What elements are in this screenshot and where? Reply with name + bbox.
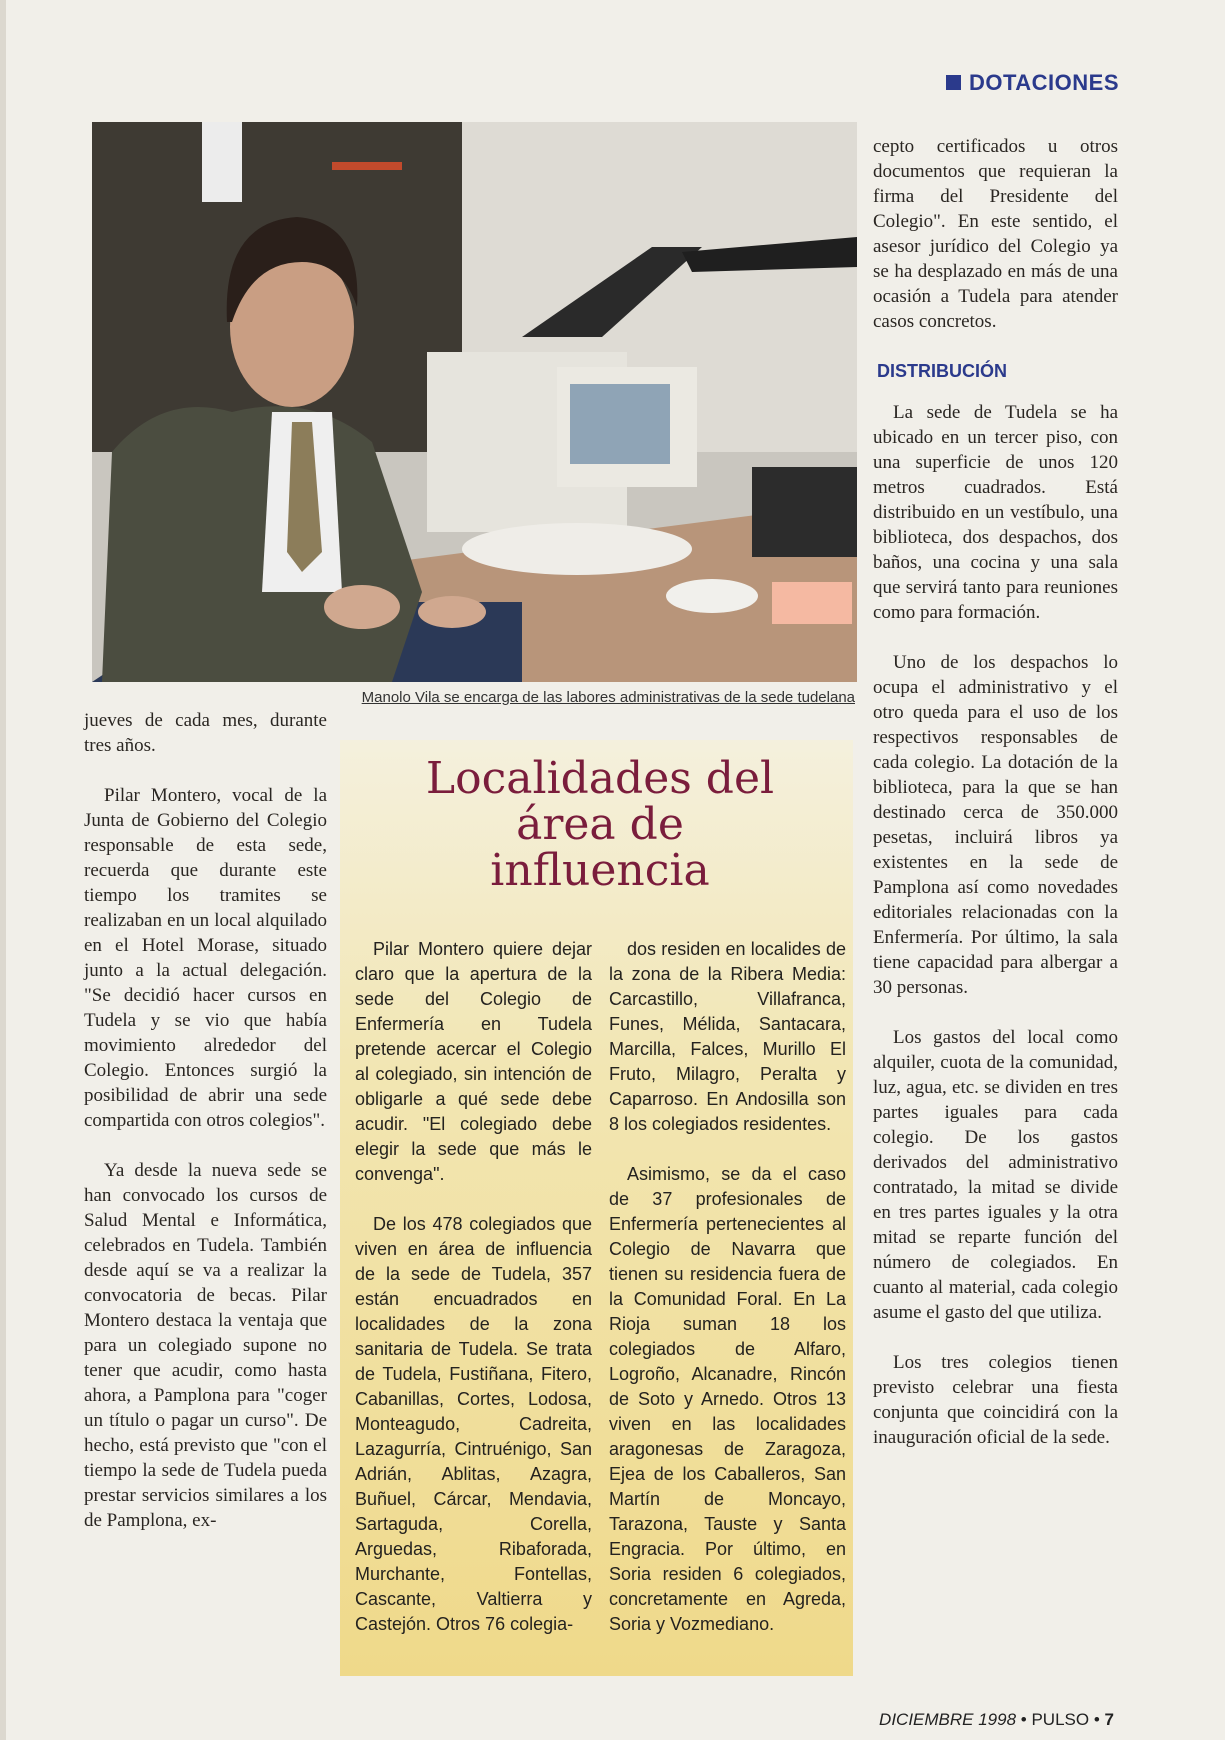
office-photo-illustration (92, 122, 857, 682)
left-paragraph: Pilar Montero, vocal de la Junta de Gobierno del Colegio responsable de esta sede, recuerda que durante este tiempo los tramites se realizaban en un local alquilado en el Hotel Morase, situado junto a la actual delegación. "Se decidió hacer cursos en Tudela y se vio que había movimiento alrededor del Colegio. Entonces surgió la posibilidad de abrir una sede compartida con otros colegios". (84, 785, 327, 1131)
footer-issue: DICIEMBRE 1998 (879, 1710, 1017, 1729)
right-paragraph: Los tres colegios tienen previsto celebrar una fiesta conjunta que coincidirá con la inauguración oficial de la sede. (873, 1352, 1118, 1448)
box-paragraph: Pilar Montero quiere dejar claro que la apertura de la sede del Colegio de Enfermería en Tudela pretende acercar el Colegio al colegiado, sin intención de obligarle a qué sede debe acudir. "El colegiado debe elegir la sede que más le convenga". (355, 939, 592, 1184)
box-paragraph: dos residen en localides de la zona de la Ribera Media: Carcastillo, Villafranca, Funes, Mélida, Santacara, Marcilla, Falces, Murillo El Fruto, Milagro, Peralta y Caparroso. En Andosilla son 8 los colegiados residentes. (609, 939, 846, 1134)
section-label-text: DOTACIONES (968, 70, 1119, 95)
footer-magazine: PULSO (1031, 1710, 1090, 1729)
section-label (946, 70, 1119, 96)
subhead-distribucion: DISTRIBUCIÓN (877, 361, 1007, 381)
section-square-icon (946, 75, 961, 90)
box-headline: Localidades del área de influencia (425, 753, 775, 896)
footer-separator: • (1093, 1710, 1100, 1729)
footer-separator: • (1020, 1710, 1027, 1729)
article-photo (92, 122, 857, 682)
box-paragraph: De los 478 colegiados que viven en área de influencia de la sede de Tudela, 357 están encuadrados en localidades de la zona sanitaria de Tudela. Se trata de Tudela, Fustiñana, Fitero, Cabanillas, Cortes, Lodosa, Monteagudo, Cadreita, Lazagurría, Cintruénigo, San Adrián, Ablitas, Azagra, Buñuel, Cárcar, Mendavia, Sartaguda, Corella, Arguedas, Ribaforada, Murchante, Fontellas, Cascante, Valtierra y Castejón. Otros 76 colegia- (355, 1214, 592, 1634)
right-intro: cepto certificados u otros documentos que requieran la firma del Presidente del Colegio". En este sentido, el asesor jurídico del Colegio ya se ha desplazado en más de una ocasión a Tudela para atender casos concretos. (873, 136, 1118, 332)
footer-page-number: 7 (1104, 1710, 1114, 1729)
box-column-2 (609, 937, 846, 1662)
right-paragraph: Uno de los despachos lo ocupa el administrativo y el otro queda para el uso de los respectivos responsables de cada colegio. La dotación de la biblioteca, para la que se han destinado cerca de 350.000 pesetas, incluirá libros ya existentes en la sede de Pamplona así como novedades editoriales relacionadas con la Enfermería. Por último, la sala tiene capacidad para albergar a 30 personas. (873, 652, 1118, 998)
right-paragraph: Los gastos del local como alquiler, cuota de la comunidad, luz, agua, etc. se dividen en tres partes iguales para cada colegio. De los gastos derivados del administrativo contratado, la mitad se divide en tres partes iguales y la otra mitad se reparte función del número de colegiados. En cuanto al material, cada colegio asume el gasto del que utiliza. (873, 1027, 1118, 1323)
page-footer (879, 1710, 1114, 1730)
left-paragraph: Ya desde la nueva sede se han convocado los cursos de Salud Mental e Informática, celebrados en Tudela. También desde aquí se va a realizar la convocatoria de becas. Pilar Montero destaca la ventaja que para un colegiado supone no tener que acudir, como hasta ahora, a Pamplona para "coger un título o pagar un curso". De hecho, está previsto que "con el tiempo la sede de Tudela pueda prestar servicios similares a los de Pamplona, ex- (84, 1160, 327, 1531)
photo-caption: Manolo Vila se encarga de las labores administrativas de la sede tudelana (361, 689, 855, 706)
right-column (873, 134, 1118, 1475)
box-paragraph: Asimismo, se da el caso de 37 profesionales de Enfermería pertenecientes al Colegio de Navarra que tienen su residencia fuera de la Comunidad Foral. En La Rioja suman 18 los colegiados de Alfaro, Logroño, Alcanadre, Rincón de Soto y Arnedo. Otros 13 viven en las localidades aragonesas de Zaragoza, Ejea de los Caballeros, San Martín de Moncayo, Tarazona, Tauste y Santa Engracia. Por último, en Soria residen 6 colegiados, concretamente en Agreda, Soria y Vozmediano. (609, 1164, 846, 1634)
box-column-1 (355, 937, 592, 1662)
right-paragraph: La sede de Tudela se ha ubicado en un tercer piso, con una superficie de unos 120 metros cuadrados. Está distribuido en un vestíbulo, una biblioteca, dos despachos, dos baños, una cocina y una sala que servirá tanto para reuniones como para formación. (873, 402, 1118, 623)
page-edge (0, 0, 6, 1740)
left-column (84, 708, 327, 1558)
left-paragraph: jueves de cada mes, durante tres años. (84, 710, 327, 756)
